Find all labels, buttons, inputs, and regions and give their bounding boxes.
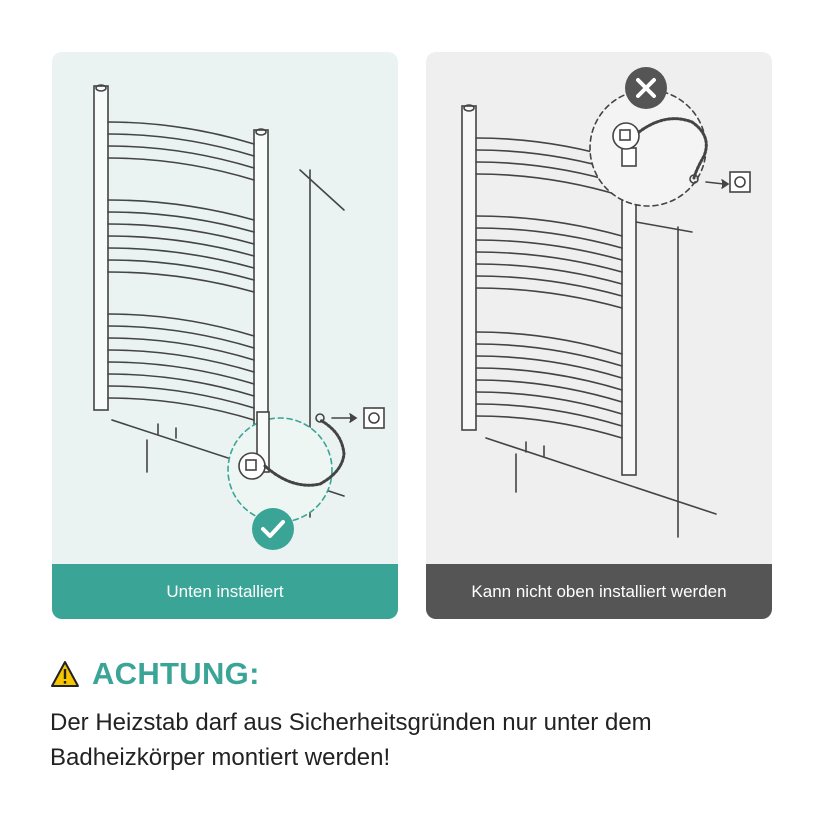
x-circle-icon [624, 66, 668, 110]
warning-message [50, 705, 790, 775]
towel-radiator-bottom-heater-illustration [52, 52, 398, 564]
warning-triangle-icon [50, 660, 80, 688]
warning-title: ACHTUNG: [92, 656, 260, 691]
check-circle-icon [251, 507, 295, 551]
towel-radiator-top-heater-illustration [426, 52, 772, 564]
incorrect-installation-panel [426, 52, 772, 619]
correct-installation-panel [52, 52, 398, 619]
correct-caption: Unten installiert [52, 564, 398, 619]
incorrect-caption: Kann nicht oben installiert werden [426, 564, 772, 619]
warning-line-2: Badheizkörper montiert werden! [50, 744, 391, 771]
warning-heading [50, 656, 260, 692]
warning-line-1: Der Heizstab darf aus Sicherheitsgründen nur unter dem [50, 709, 652, 736]
